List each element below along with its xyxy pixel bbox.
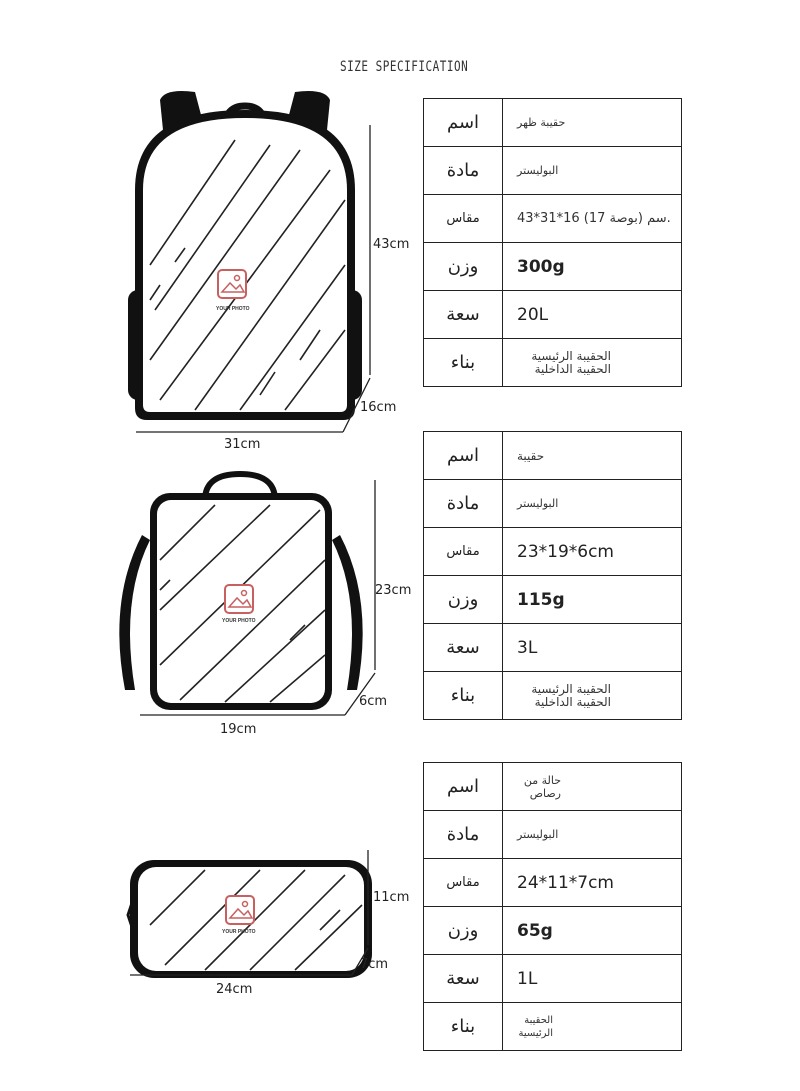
table-row xyxy=(424,480,682,528)
photo-label: YOUR PHOTO xyxy=(222,929,256,935)
spec-key: بناء xyxy=(424,339,503,387)
spec-key: وزن xyxy=(424,243,503,291)
table-row xyxy=(424,1003,682,1051)
spec-value: 3L xyxy=(503,624,682,672)
backpack-spec-table xyxy=(423,98,682,387)
spec-value xyxy=(503,339,682,387)
lunch-bag-depth-label: 6cm xyxy=(359,694,388,709)
spec-key: اسم xyxy=(424,432,503,480)
spec-value: 115g xyxy=(503,576,682,624)
spec-value-line: الحقيبة الداخلية xyxy=(534,361,611,376)
spec-key: سعة xyxy=(424,955,503,1003)
table-row xyxy=(424,576,682,624)
spec-value: 20L xyxy=(503,291,682,339)
backpack-illustration xyxy=(128,91,362,420)
spec-value: 23*19*6cm xyxy=(503,528,682,576)
table-row xyxy=(424,195,682,243)
pencil-case-height-label: 11cm xyxy=(373,890,410,905)
spec-key: مقاس xyxy=(424,195,503,243)
backpack-width-label: 31cm xyxy=(224,437,261,452)
spec-key: وزن xyxy=(424,576,503,624)
spec-value xyxy=(503,672,682,720)
table-row xyxy=(424,243,682,291)
spec-key: وزن xyxy=(424,907,503,955)
table-row xyxy=(424,291,682,339)
spec-value xyxy=(503,1003,682,1051)
pencil-case-width-label: 24cm xyxy=(216,982,253,997)
spec-key: سعة xyxy=(424,624,503,672)
photo-label: YOUR PHOTO xyxy=(222,618,256,624)
spec-value: 43*31*16 (17 بوصة) سم. xyxy=(503,195,682,243)
spec-value: 300g xyxy=(503,243,682,291)
spec-value-line: الحقيبة الرئيسية xyxy=(531,681,611,696)
photo-label: YOUR PHOTO xyxy=(216,306,250,312)
spec-key: مقاس xyxy=(424,859,503,907)
spec-value: 24*11*7cm xyxy=(503,859,682,907)
spec-value: البوليستر xyxy=(503,811,682,859)
table-row xyxy=(424,624,682,672)
spec-value-line: الرئيسية xyxy=(518,1027,553,1039)
spec-value: حقيبة ظهر xyxy=(503,99,682,147)
spec-value-line: حالة من xyxy=(523,773,561,787)
spec-value-line: الحقيبة الداخلية xyxy=(534,694,611,709)
backpack-depth-label: 16cm xyxy=(360,400,397,415)
spec-key: اسم xyxy=(424,99,503,147)
table-row xyxy=(424,907,682,955)
table-row xyxy=(424,955,682,1003)
page-title: SIZE SPECIFICATION xyxy=(340,58,469,75)
spec-value: البوليستر xyxy=(503,147,682,195)
spec-value-line: الحقيبة الرئيسية xyxy=(531,348,611,363)
spec-value: البوليستر xyxy=(503,480,682,528)
spec-value xyxy=(503,763,682,811)
table-row xyxy=(424,528,682,576)
lunch-bag-illustration xyxy=(119,474,362,710)
table-row xyxy=(424,99,682,147)
spec-key: مادة xyxy=(424,811,503,859)
lunch-bag-spec-table xyxy=(423,431,682,720)
lunch-bag-width-label: 19cm xyxy=(220,722,257,737)
spec-value-line: رصاص xyxy=(529,786,561,800)
table-row xyxy=(424,859,682,907)
spec-value: 1L xyxy=(503,955,682,1003)
spec-key: اسم xyxy=(424,763,503,811)
table-row xyxy=(424,432,682,480)
table-row xyxy=(424,763,682,811)
spec-value: 65g xyxy=(503,907,682,955)
lunch-bag-height-label: 23cm xyxy=(375,583,412,598)
backpack-height-label: 43cm xyxy=(373,237,410,252)
table-row xyxy=(424,339,682,387)
spec-key: مادة xyxy=(424,480,503,528)
spec-value-line: الحقيبة xyxy=(524,1014,553,1026)
spec-key: مقاس xyxy=(424,528,503,576)
table-row xyxy=(424,147,682,195)
table-row xyxy=(424,672,682,720)
spec-key: سعة xyxy=(424,291,503,339)
spec-key: مادة xyxy=(424,147,503,195)
table-row xyxy=(424,811,682,859)
pencil-case-depth-label: 7cm xyxy=(360,957,389,972)
spec-value: حقيبة xyxy=(503,432,682,480)
spec-key: بناء xyxy=(424,1003,503,1051)
pencil-case-illustration xyxy=(128,860,372,978)
pencil-case-spec-table xyxy=(423,762,682,1051)
spec-key: بناء xyxy=(424,672,503,720)
